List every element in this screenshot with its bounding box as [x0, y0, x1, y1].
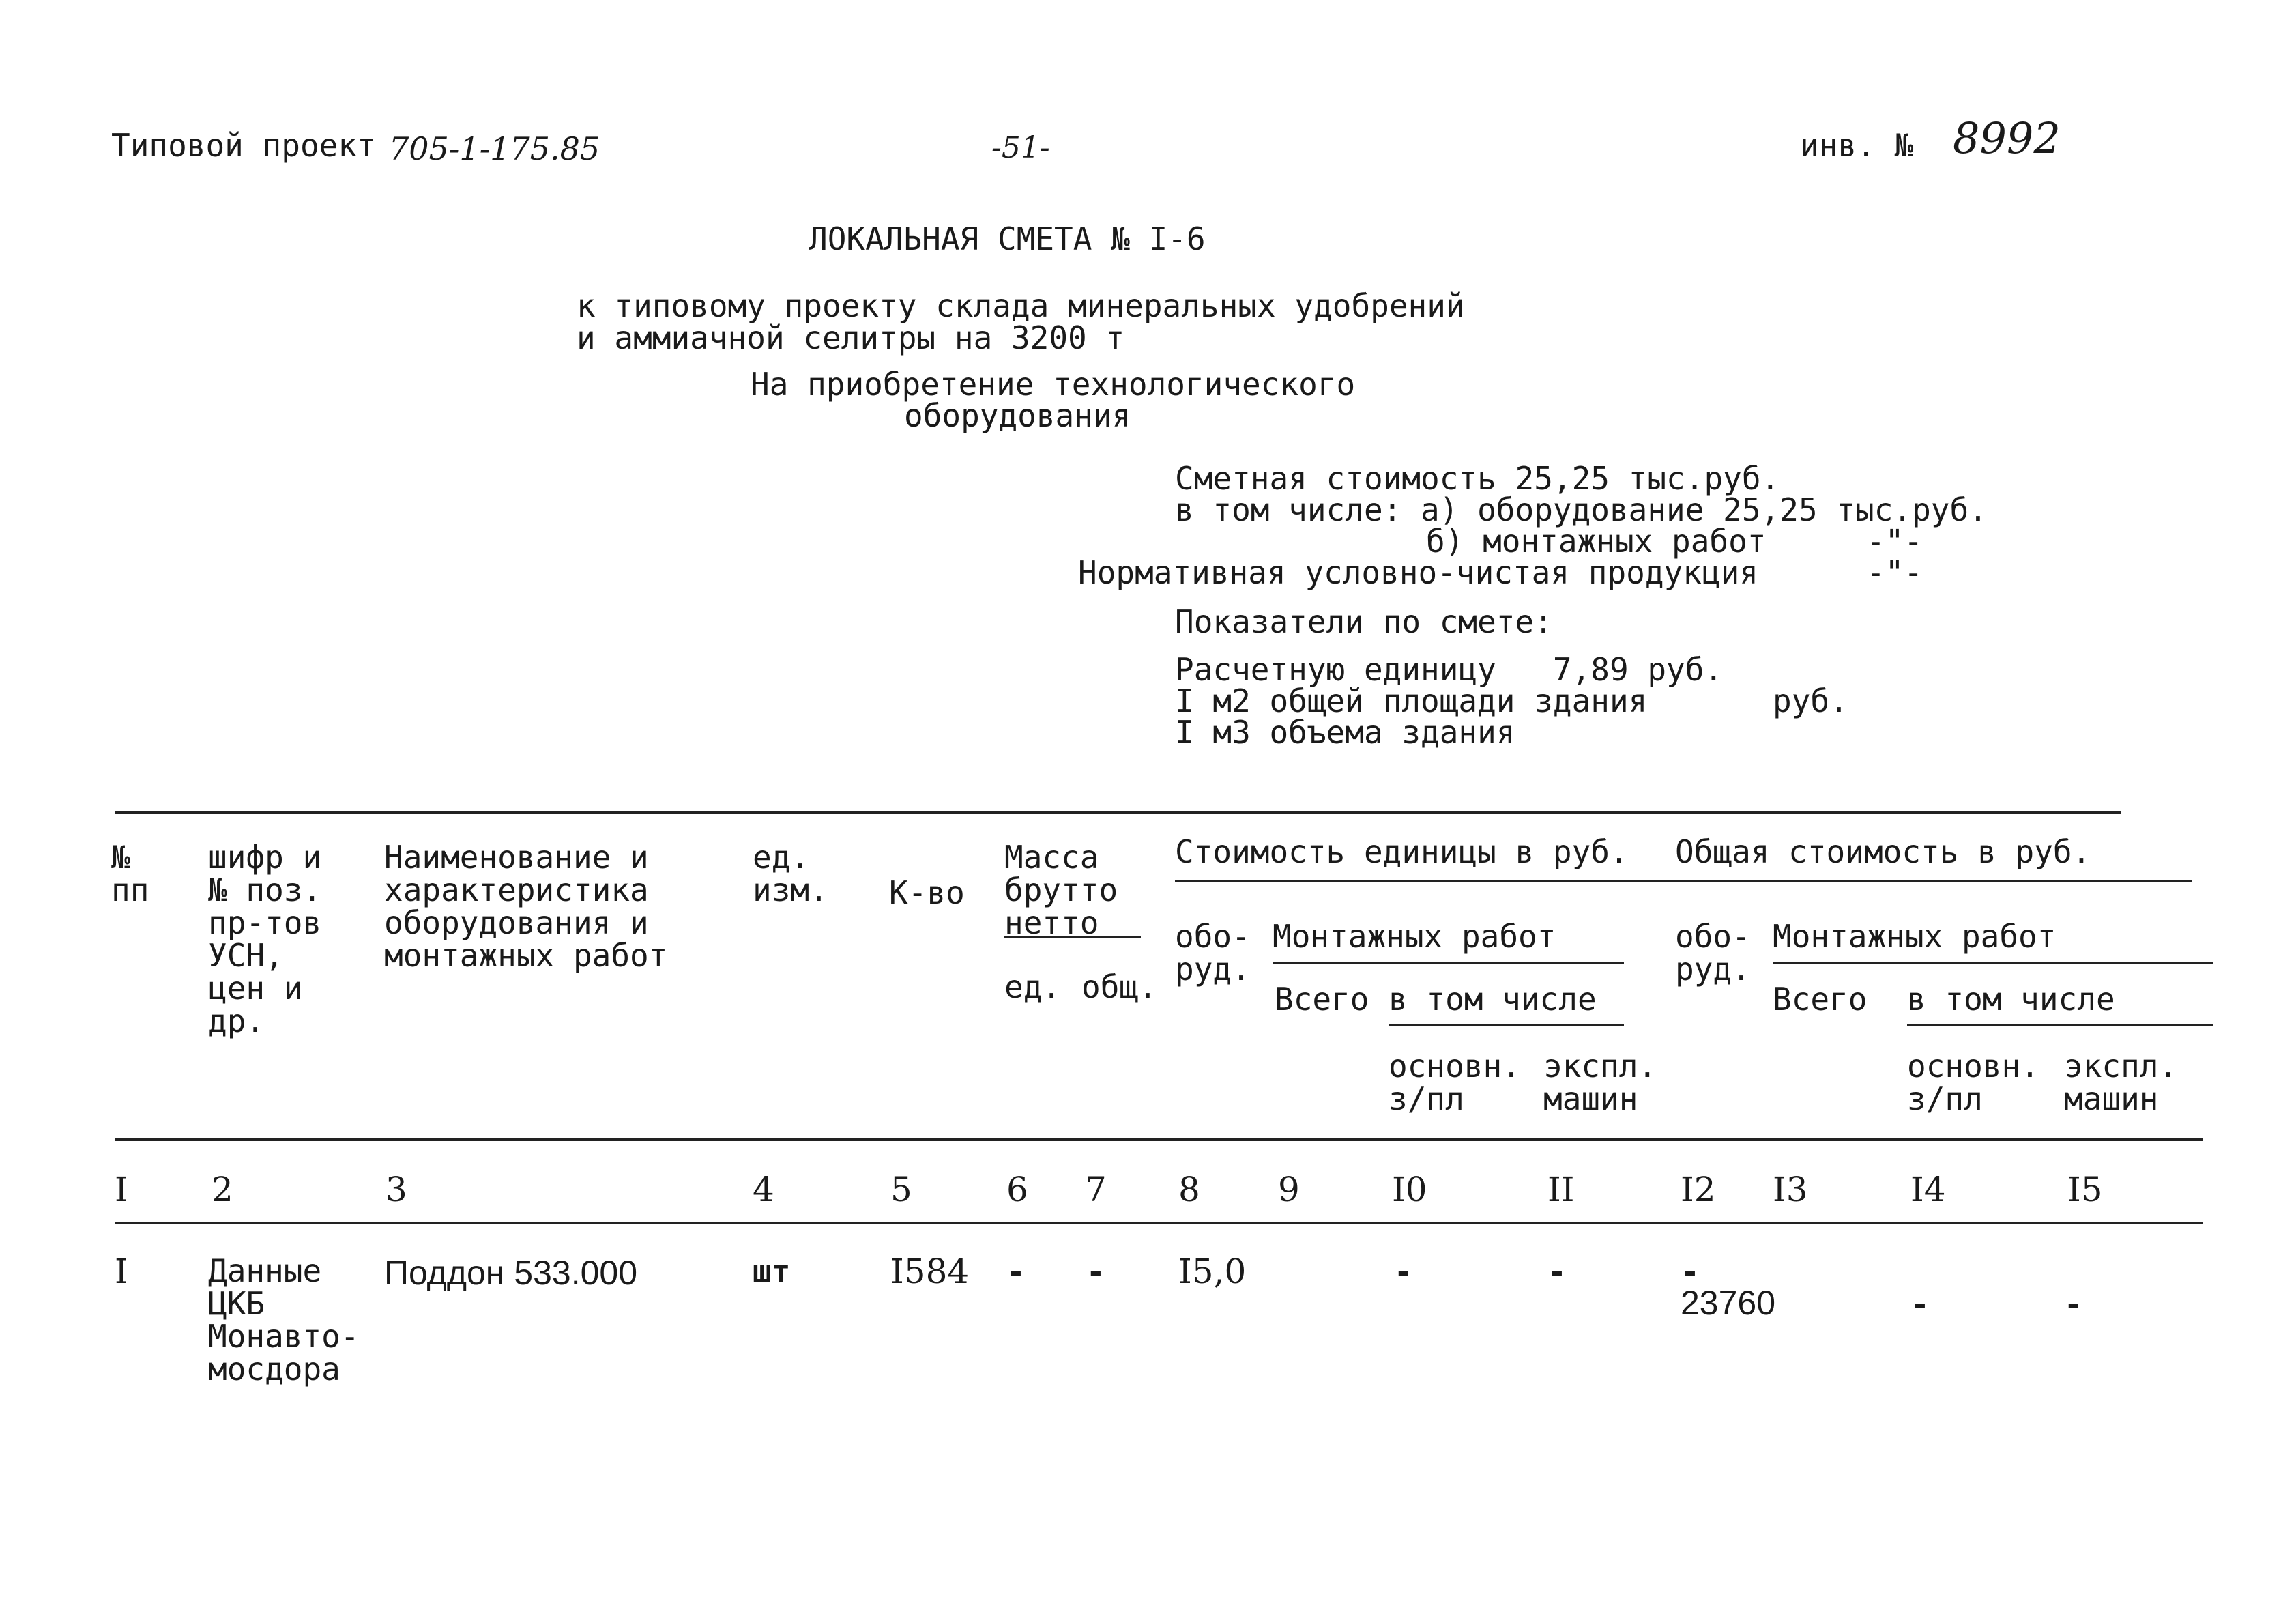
- subtitle-line-1: к типовому проекту склада минеральных удобрений: [577, 287, 1465, 324]
- header-mass: Масса брутто: [1004, 839, 1118, 908]
- normative-production: Нормативная условно-чистая продукция: [1078, 554, 1758, 591]
- header-quantity: К-во: [889, 874, 965, 911]
- column-number: 6: [1006, 1170, 1028, 1209]
- row-base-pay: -: [1394, 1253, 1413, 1290]
- row-mass-total: -: [1086, 1253, 1105, 1290]
- incl-rule-1: [1389, 1024, 1624, 1026]
- header-total-base-pay: основн. з/пл: [1907, 1048, 2039, 1117]
- header-total-installation: Монтажных работ: [1773, 918, 2057, 955]
- header-unit-cost: Стоимость единицы в руб.: [1175, 833, 1629, 870]
- header-mass-unit: ед.: [1004, 968, 1062, 1005]
- table-top-rule: [115, 811, 2121, 814]
- project-number: 705-1-175.85: [389, 130, 600, 167]
- column-number: 9: [1278, 1170, 1300, 1209]
- header-mass-netto: нетто: [1004, 904, 1099, 941]
- row-quantity: I584: [890, 1252, 970, 1291]
- row-name: Поддон 533.000: [384, 1254, 638, 1292]
- row-total-base-pay: -: [1910, 1286, 1930, 1323]
- indicator-per-unit: Расчетную единицу 7,89 руб.: [1175, 651, 1724, 688]
- column-number: I3: [1773, 1170, 1808, 1209]
- header-bottom-rule: [115, 1138, 2203, 1141]
- column-number: 8: [1178, 1170, 1200, 1209]
- column-numbers-rule: [115, 1222, 2203, 1224]
- estimated-cost: Сметная стоимость 25,25 тыс.руб.: [1175, 460, 1780, 497]
- install-rule-2: [1773, 962, 2213, 964]
- subtitle-line-2: и аммиачной селитры на 3200 т: [577, 319, 1125, 356]
- header-machines: экспл. машин: [1543, 1048, 1657, 1117]
- including-installation: б) монтажных работ: [1426, 523, 1767, 560]
- header-mass-total: общ.: [1081, 968, 1157, 1005]
- column-number: I4: [1910, 1170, 1946, 1209]
- normative-production-value: -"-: [1866, 554, 1923, 591]
- inventory-number: 8992: [1953, 113, 2061, 163]
- page-number: -51-: [991, 130, 1050, 165]
- column-number: I0: [1392, 1170, 1427, 1209]
- header-total-cost: Общая стоимость в руб.: [1675, 833, 2091, 870]
- row-mass-unit: -: [1006, 1253, 1026, 1290]
- header-code: шифр и № поз. пр-тов УСН, цен и др.: [208, 839, 322, 1039]
- row-total-equipment-dash: -: [1681, 1253, 1700, 1290]
- column-number: I: [115, 1170, 128, 1209]
- row-equipment-cost: I5,0: [1178, 1252, 1247, 1291]
- header-total-machines: экспл. машин: [2064, 1048, 2178, 1117]
- header-number: № пп: [111, 839, 149, 908]
- header-installation: Монтажных работ: [1273, 918, 1556, 955]
- indicators-title: Показатели по смете:: [1175, 603, 1553, 640]
- indicator-per-m2-unit: руб.: [1773, 682, 1848, 719]
- install-rule-1: [1273, 962, 1624, 964]
- header-installation-total: Всего: [1275, 981, 1369, 1018]
- column-number: 2: [212, 1170, 233, 1209]
- header-name: Наименование и характеристика оборудования и монтажных работ: [384, 839, 668, 974]
- header-total-equipment: обо- руд.: [1675, 918, 1751, 988]
- row-total-machines: -: [2064, 1286, 2083, 1323]
- including-installation-value: -"-: [1866, 523, 1923, 560]
- incl-rule-2: [1907, 1024, 2213, 1026]
- header-total-installation-all: Всего: [1773, 981, 1868, 1018]
- column-number: 5: [890, 1170, 912, 1209]
- header-total-including: в том числе: [1907, 981, 2115, 1018]
- row-unit: шт: [753, 1253, 791, 1290]
- column-number: 4: [753, 1170, 774, 1209]
- row-number: I: [115, 1252, 128, 1291]
- header-including: в том числе: [1389, 981, 1597, 1018]
- column-number: I5: [2067, 1170, 2103, 1209]
- project-label: Типовой проект: [111, 127, 376, 164]
- inventory-label: инв. №: [1800, 127, 1914, 164]
- unit-cost-rule: [1175, 880, 2192, 882]
- column-number: I2: [1681, 1170, 1716, 1209]
- header-unit: ед. изм.: [753, 839, 828, 908]
- row-machines: -: [1547, 1253, 1567, 1290]
- purpose-line-1: На приобретение технологического: [751, 366, 1356, 403]
- column-number: 3: [386, 1170, 407, 1209]
- indicator-per-m3: I м3 объема здания: [1175, 714, 1515, 751]
- indicator-per-m2: I м2 общей площади здания: [1175, 682, 1648, 719]
- including-equipment: в том числе: а) оборудование 25,25 тыс.руб.: [1175, 491, 1988, 528]
- column-number: II: [1547, 1170, 1575, 1209]
- header-base-pay: основн. з/пл: [1389, 1048, 1521, 1117]
- column-number: 7: [1085, 1170, 1107, 1209]
- row-code: Данные ЦКБ Монавто- мосдора: [208, 1252, 360, 1387]
- row-total-equipment: 23760: [1681, 1284, 1776, 1322]
- purpose-line-2: оборудования: [904, 397, 1131, 434]
- document-title: ЛОКАЛЬНАЯ СМЕТА № I-6: [809, 220, 1206, 257]
- header-equipment: обо- руд.: [1175, 918, 1251, 988]
